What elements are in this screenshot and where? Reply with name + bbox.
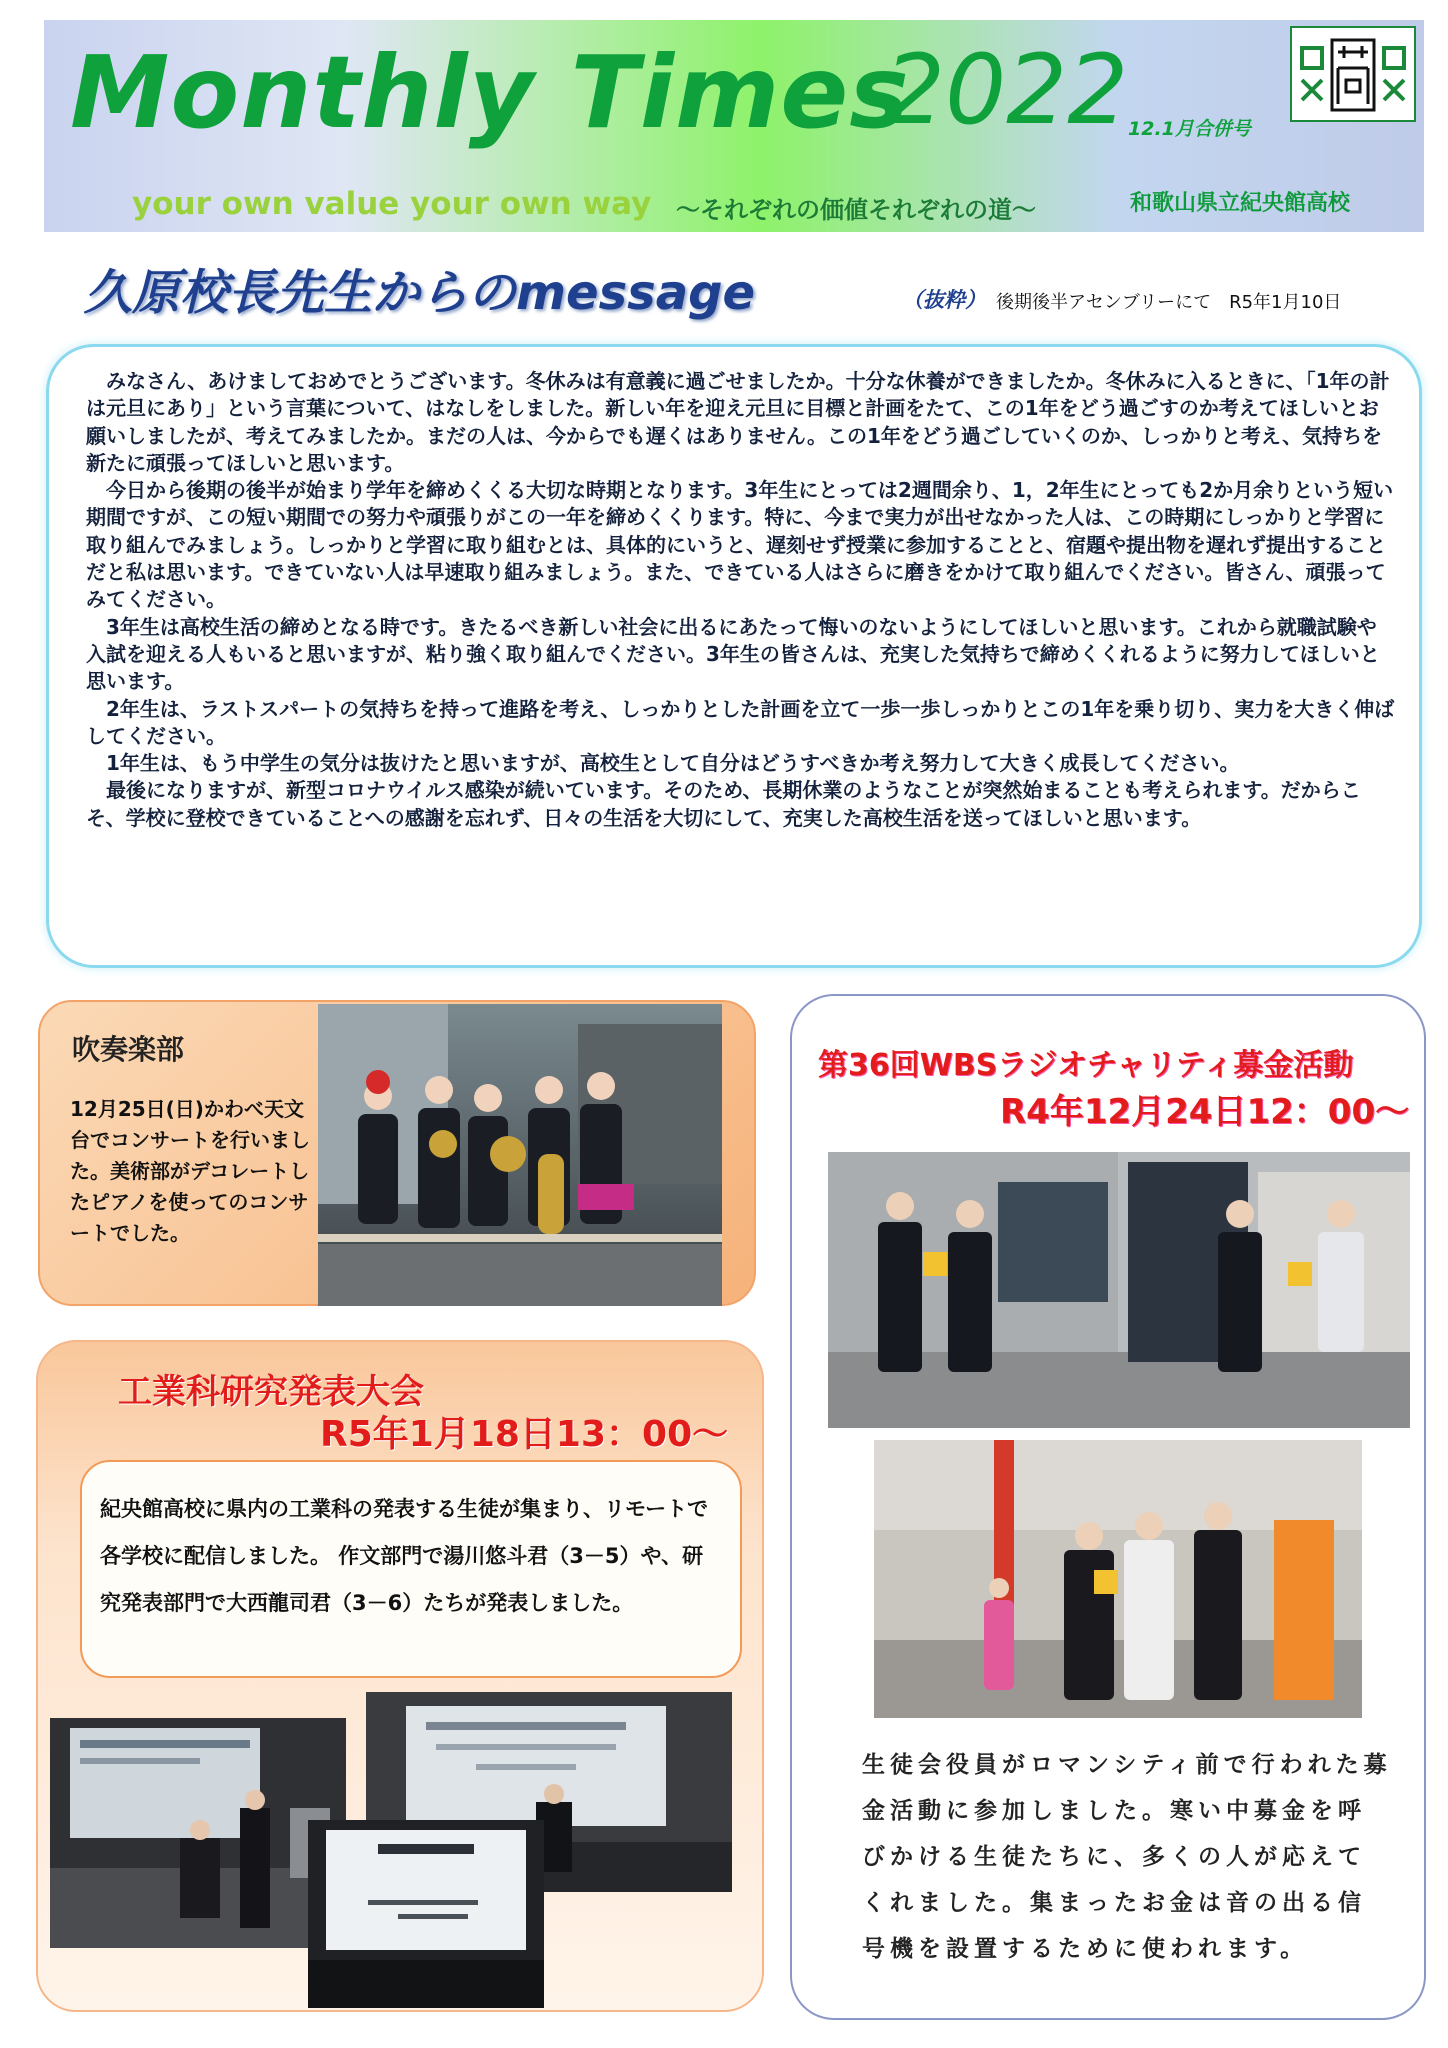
band-title: 吹奏楽部 (72, 1033, 185, 1066)
charity-title: 第36回WBSラジオチャリティ募金活動 (818, 1048, 1354, 1083)
presentation-photo-1 (50, 1718, 346, 1948)
charity-date: R4年12月24日12：00～ (1000, 1092, 1410, 1132)
message-paragraph: 3年生は高校生活の締めとなる時です。きたるべき新しい社会に出るにあたって悔いのないようにしてほしいと思います。これから就職試験や入試を迎える人もいると思いますが、粘り強く取り組んでください。3年生の皆さんは、充実した気持ちで締めくくれるように努力してほしいと思います。 (86, 614, 1380, 694)
message-paragraph: 1年生は、もう中学生の気分は抜けたと思いますが、高校生として自分はどうすべきか考え努力して大きく成長してください。 (106, 751, 1240, 776)
charity-photo-1 (828, 1152, 1410, 1428)
industrial-title: 工業科研究発表大会 (118, 1372, 424, 1412)
message-paragraph: みなさん、あけましておめでとうございます。冬休みは有意義に過ごせましたか。十分な休養ができましたか。冬休みに入るときに、「1年の計は元旦にあり」という言葉について、はなしをしました。新しい年を迎え元旦に目標と計画をたて、この1年をどう過ごすのか考えてほしいとお願いしましたが、考えてみましたか。まだの人は、今からでも遅くはありません。この1年をどう過ごしていくのか、しっかりと考え、気持ちを新たに頑張ってほしいと思います。 (86, 369, 1390, 475)
school-crest-icon (1290, 26, 1416, 122)
message-paragraph: 2年生は、ラストスパートの気持ちを持って進路を考え、しっかりとした計画を立て一歩一歩しっかりとこの1年を乗り切り、実力を大きく伸ばしてください。 (86, 696, 1395, 748)
message-note-emphasis: （抜粋） (902, 288, 986, 312)
message-note: 後期後半アセンブリーにて R5年1月10日 (996, 292, 1342, 313)
band-concert-photo (318, 1004, 722, 1306)
school-name: 和歌山県立紀央館高校 (1130, 191, 1351, 216)
tagline-english: your own value your own way (132, 186, 652, 222)
issue-label: 12.1月合併号 (1128, 118, 1251, 140)
charity-photo-2 (874, 1440, 1362, 1718)
band-text: 12月25日(日)かわべ天文台でコンサートを行いました。美術部がデコレートしたピアノを使ってのコンサートでした。 (70, 1097, 310, 1245)
masthead-year: 2022 (884, 34, 1129, 146)
presentation-photo-3 (308, 1820, 544, 2008)
message-body (86, 368, 1396, 832)
charity-text: 生徒会役員がロマンシティ前で行われた募金活動に参加しました。寒い中募金を呼びかける生徒たちに、多くの人が応えてくれました。集まったお金は音の出る信号機を設置するために使われます。 (862, 1752, 1392, 1962)
message-paragraph: 最後になりますが、新型コロナウイルス感染が続いています。そのため、長期休業のようなことが突然始まることも考えられます。だからこそ、学校に登校できていることへの感謝を忘れず、日々の生活を大切にして、充実した高校生活を送ってほしいと思います。 (86, 778, 1361, 830)
message-paragraph: 今日から後期の後半が始まり学年を締めくくる大切な時期となります。3年生にとっては2週間余り、1，2年生にとっても2か月余りという短い期間ですが、この短い期間での努力や頑張りがこの一年を締めくくります。特に、今まで実力が出せなかった人は、この時期にしっかりと学習に取り組んでみましょう。しっかりと学習に取り組むとは、具体的にいうと、遅刻せず授業に参加することと、宿題や提出物を遅れず提出することだと私は思います。できていない人は早速取り組みましょう。また、できている人はさらに磨きをかけて取り組んでください。皆さん、頑張ってみてください。 (86, 478, 1394, 612)
industrial-text: 紀央館高校に県内の工業科の発表する生徒が集まり、リモートで各学校に配信しました。 作文部門で湯川悠斗君（3－5）や、研究発表部門で大西龍司君（3－6）たちが発表しました。 (100, 1497, 709, 1615)
message-title: 久原校長先生からのmessage (84, 265, 756, 321)
tagline-japanese: ～それぞれの価値それぞれの道～ (676, 196, 1036, 224)
industrial-date: R5年1月18日13：00～ (320, 1414, 729, 1455)
masthead-title: Monthly Times (70, 34, 910, 151)
